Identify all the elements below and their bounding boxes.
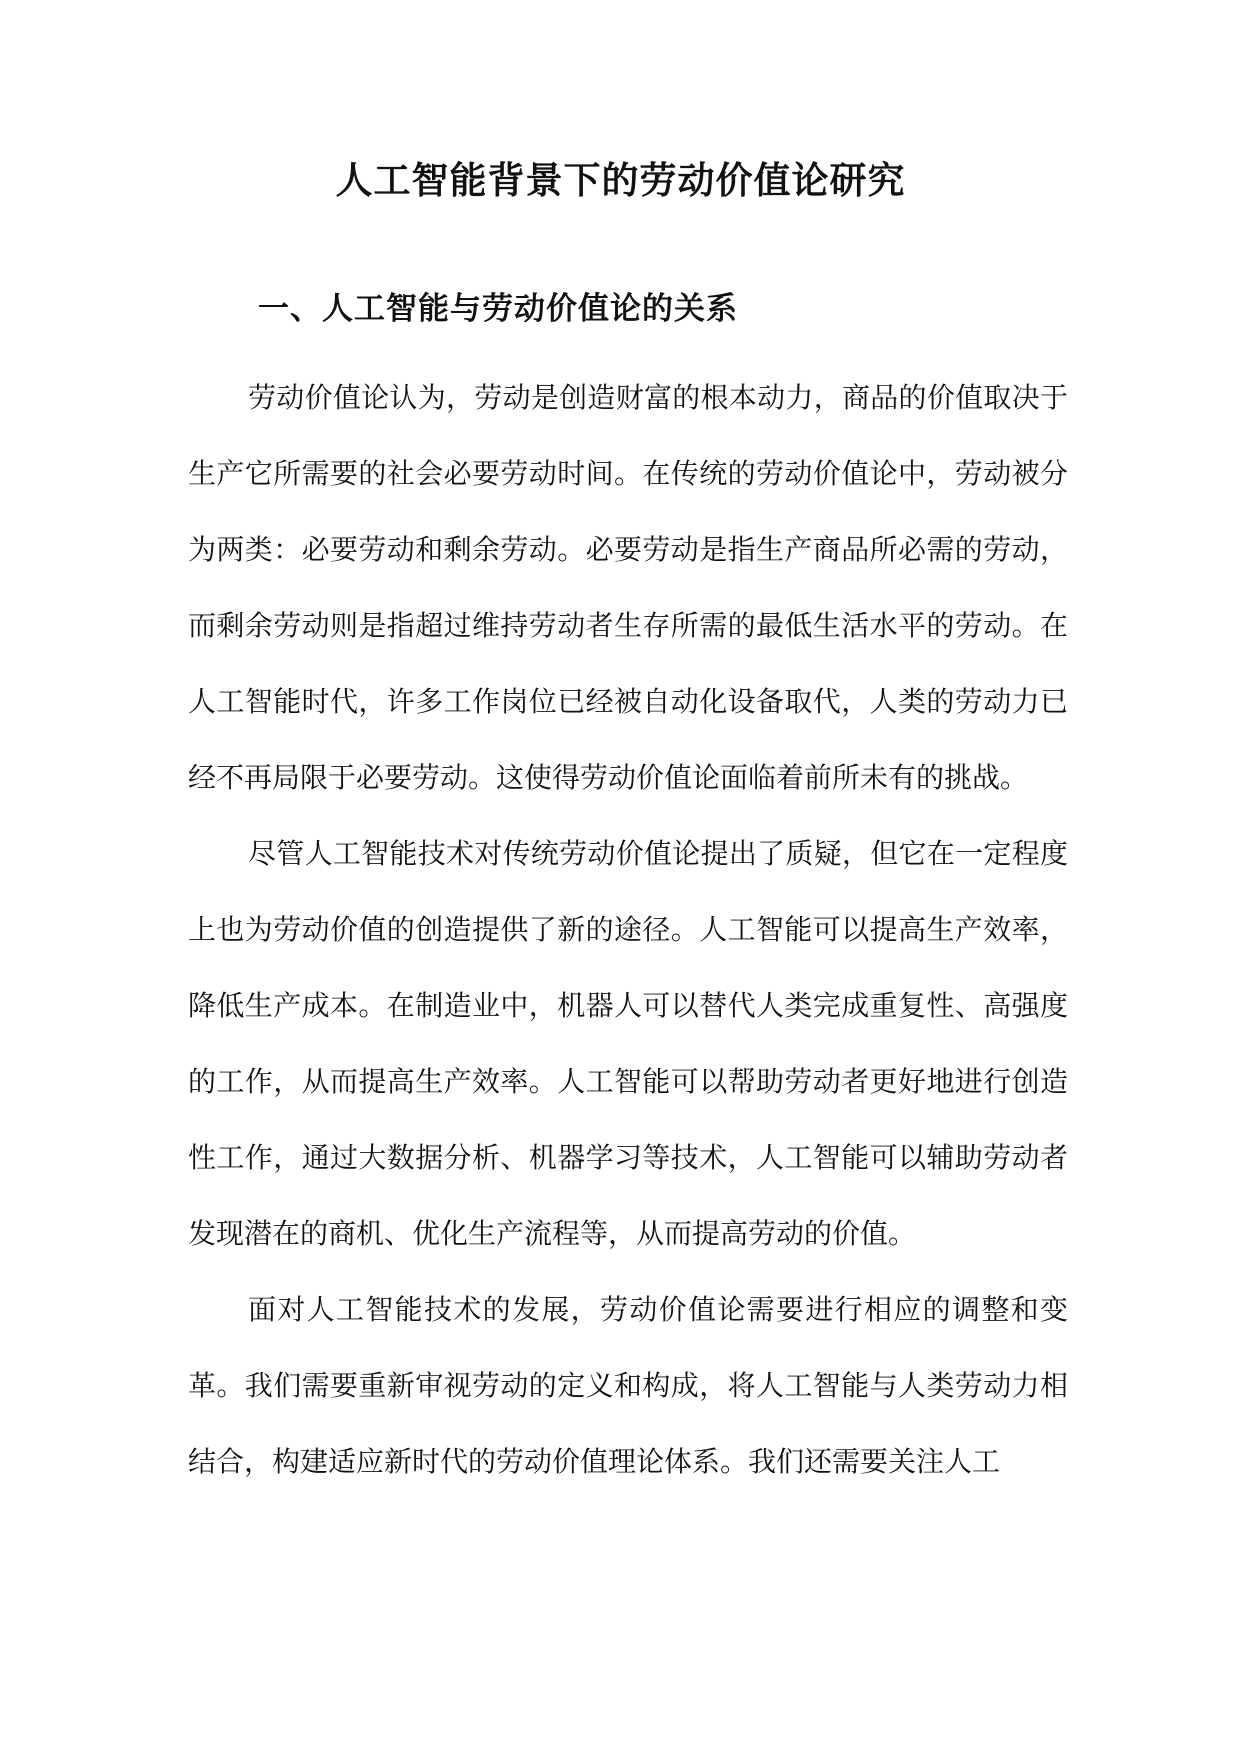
paragraph: 劳动价值论认为，劳动是创造财富的根本动力，商品的价值取决于生产它所需要的社会必要劳动时间。在传统的劳动价值论中，劳动被分为两类：必要劳动和剩余劳动。必要劳动是指生产商品所必需的劳动，而剩余劳动则是指超过维持劳动者生存所需的最低生活水平的劳动。在人工智能时代，许多工作岗位已经被自动化设备取代，人类的劳动力已经不再局限于必要劳动。这使得劳动价值论面临着前所未有的挑战。 bbox=[188, 381, 1068, 794]
document-title: 人工智能背景下的劳动价值论研究 bbox=[335, 158, 906, 202]
section-heading: 一、人工智能与劳动价值论的关系 bbox=[258, 291, 738, 327]
body-text bbox=[188, 360, 1068, 1500]
paragraph: 面对人工智能技术的发展，劳动价值论需要进行相应的调整和变革。我们需要重新审视劳动的定义和构成，将人工智能与人类劳动力相结合，构建适应新时代的劳动价值理论体系。我们还需要关注人工 bbox=[188, 1293, 1068, 1478]
paragraph: 尽管人工智能技术对传统劳动价值论提出了质疑，但它在一定程度上也为劳动价值的创造提供了新的途径。人工智能可以提高生产效率，降低生产成本。在制造业中，机器人可以替代人类完成重复性、高强度的工作，从而提高生产效率。人工智能可以帮助劳动者更好地进行创造性工作，通过大数据分析、机器学习等技术，人工智能可以辅助劳动者发现潜在的商机、优化生产流程等，从而提高劳动的价值。 bbox=[188, 837, 1068, 1250]
